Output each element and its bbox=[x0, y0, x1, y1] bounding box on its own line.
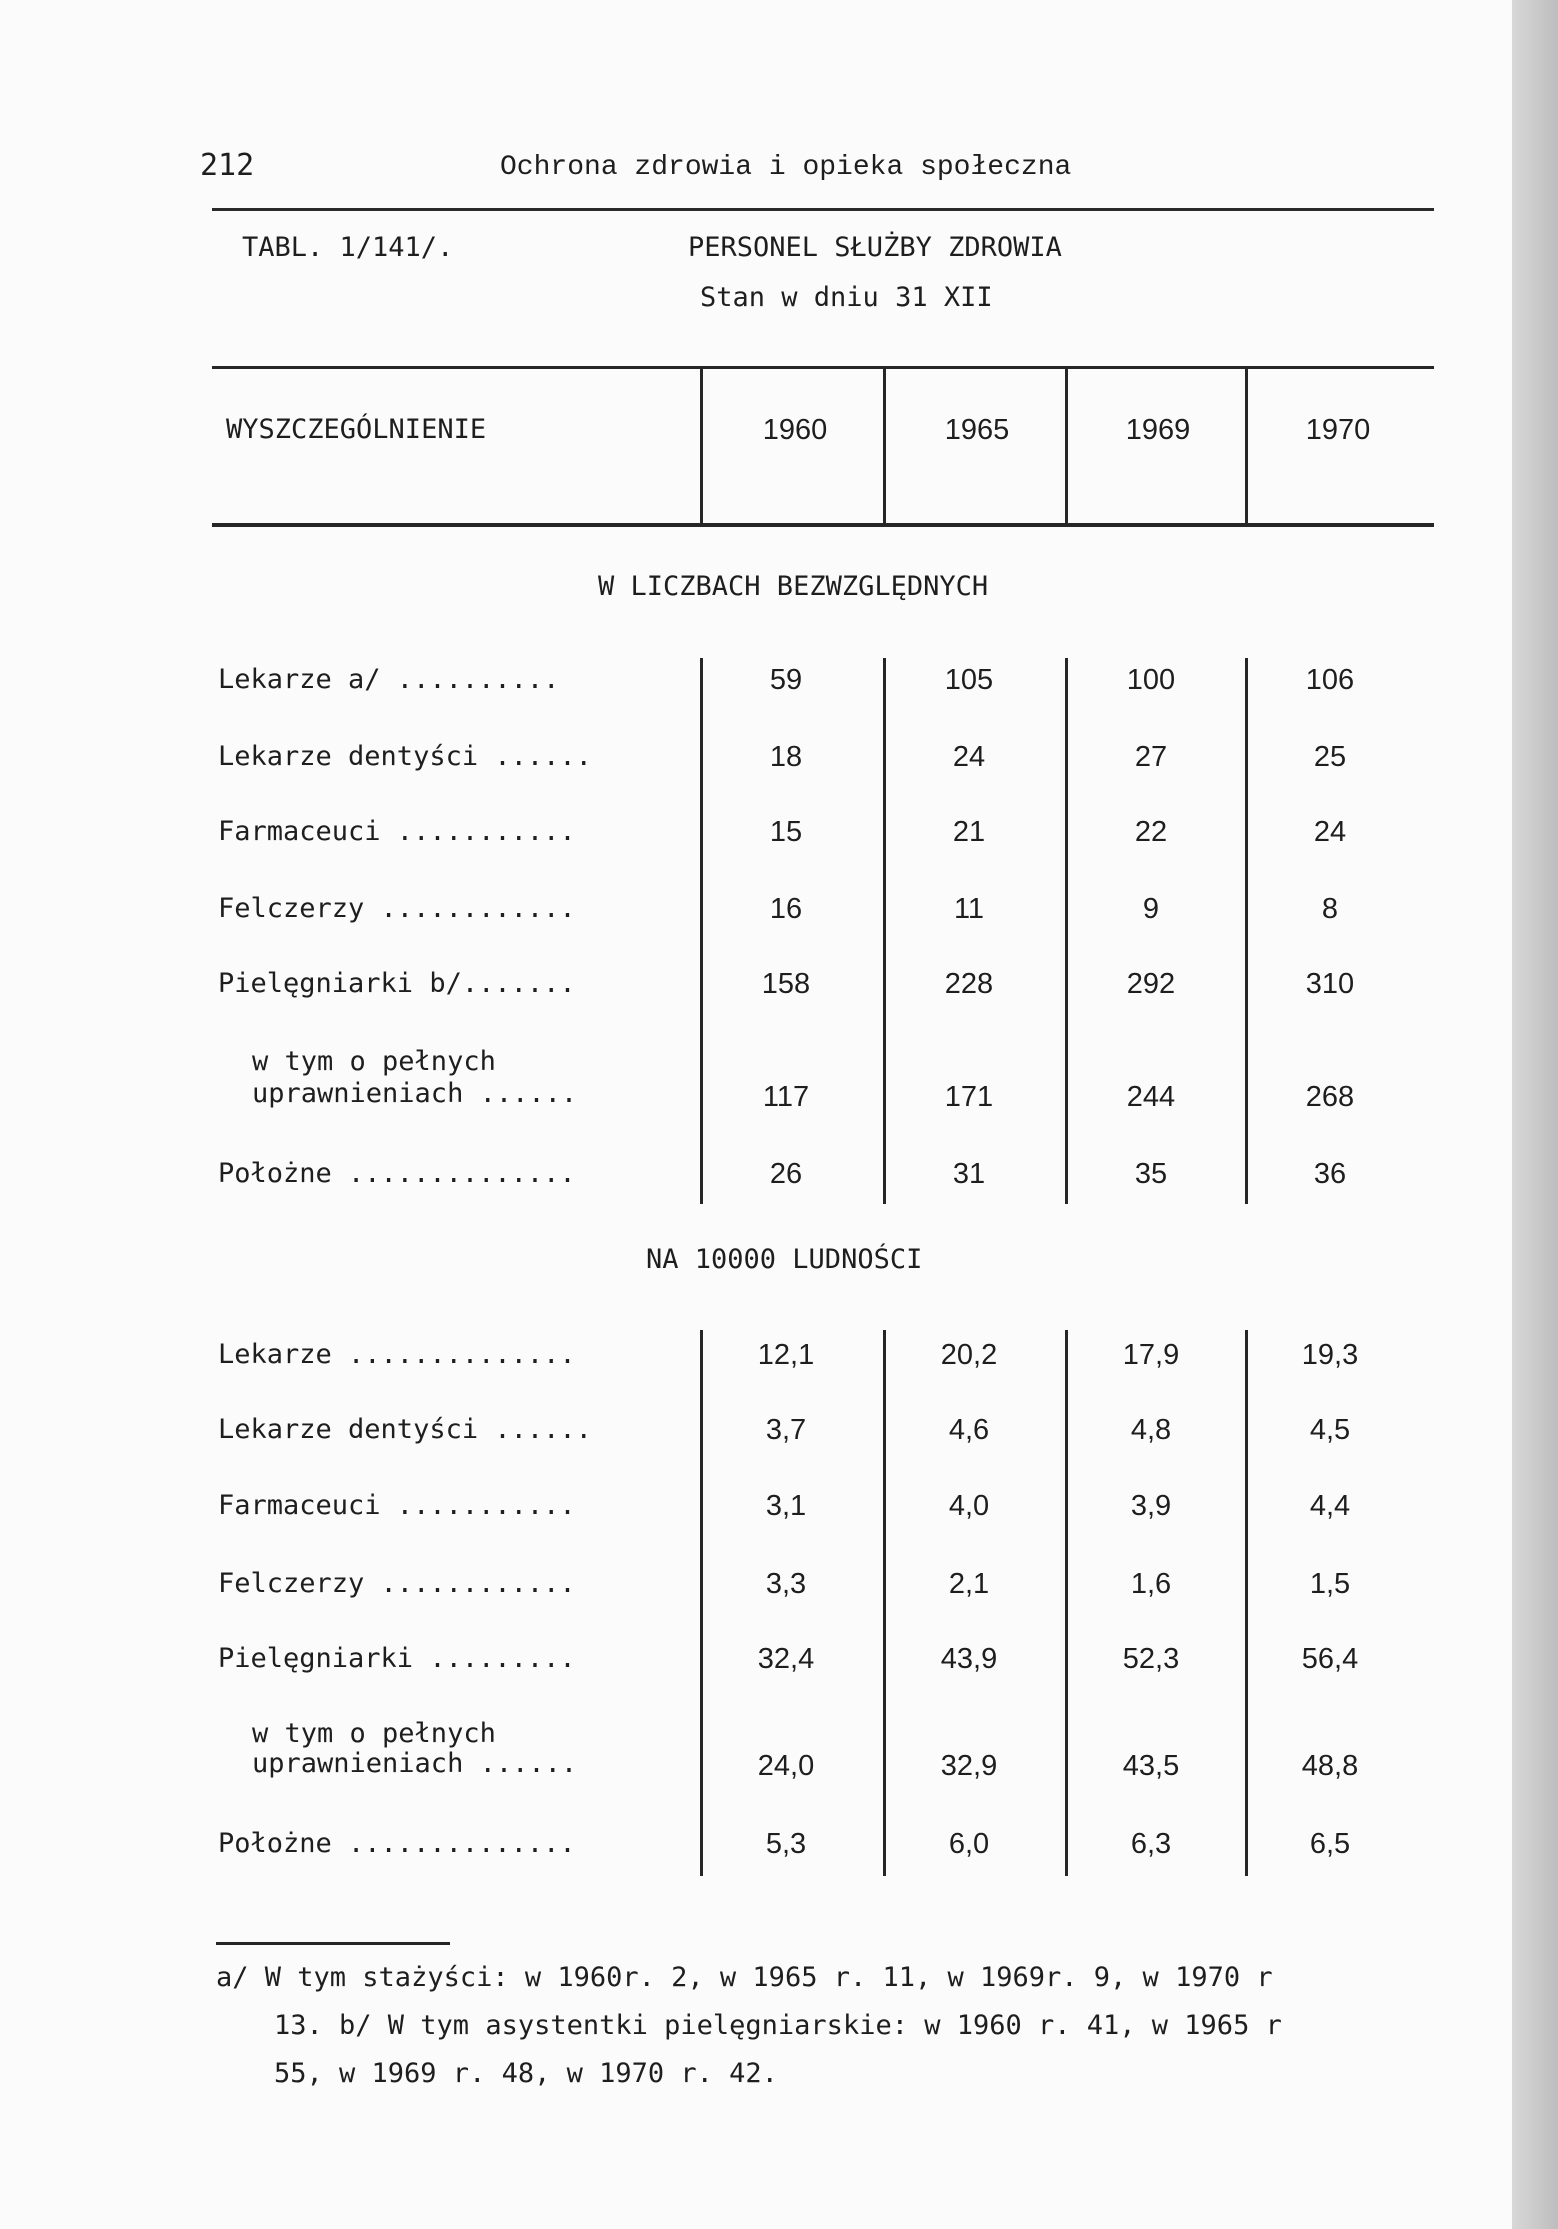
row-label: Pielęgniarki ......... bbox=[218, 1643, 576, 1674]
page-number: 212 bbox=[200, 148, 255, 183]
table-cell: 117 bbox=[762, 1081, 810, 1113]
footnote-rule bbox=[216, 1942, 450, 1945]
table-cell: 3,3 bbox=[765, 1568, 807, 1600]
table-cell: 24 bbox=[952, 741, 986, 773]
row-label: Pielęgniarki b/....... bbox=[218, 968, 576, 999]
year-header: 1969 bbox=[1125, 414, 1191, 446]
row-label-continued: uprawnieniach ...... bbox=[252, 1748, 578, 1779]
header-col-divider bbox=[1065, 366, 1068, 525]
table-cell: 100 bbox=[1126, 664, 1176, 696]
row-label: Farmaceuci ........... bbox=[218, 1490, 576, 1521]
body-col-divider bbox=[1245, 658, 1248, 1204]
row-label: Lekarze dentyści ...... bbox=[218, 741, 592, 772]
body-col-divider bbox=[1245, 1330, 1248, 1876]
table-cell: 310 bbox=[1305, 968, 1355, 1000]
table-subtitle: Stan w dniu 31 XII bbox=[700, 282, 993, 313]
table-cell: 21 bbox=[952, 816, 986, 848]
body-col-divider bbox=[1065, 658, 1068, 1204]
table-cell: 8 bbox=[1321, 893, 1339, 925]
body-col-divider bbox=[883, 1330, 886, 1876]
table-cell: 4,5 bbox=[1309, 1414, 1351, 1446]
table-top-rule bbox=[212, 366, 1434, 369]
row-label: Położne .............. bbox=[218, 1158, 576, 1189]
footnote-line: a/ W tym stażyści: w 1960r. 2, w 1965 r. 11, w 1969r. 9, w 1970 r bbox=[216, 1962, 1273, 1993]
table-cell: 4,6 bbox=[948, 1414, 990, 1446]
table-cell: 268 bbox=[1305, 1081, 1355, 1113]
stub-header: WYSZCZEGÓLNIENIE bbox=[226, 414, 487, 445]
section-title: NA 10000 LUDNOŚCI bbox=[646, 1244, 923, 1275]
header-rule bbox=[212, 208, 1434, 211]
table-cell: 1,5 bbox=[1309, 1568, 1351, 1600]
table-cell: 292 bbox=[1126, 968, 1176, 1000]
table-cell: 27 bbox=[1134, 741, 1168, 773]
table-cell: 56,4 bbox=[1301, 1643, 1359, 1675]
table-cell: 25 bbox=[1313, 741, 1347, 773]
header-col-divider bbox=[883, 366, 886, 525]
row-label: Felczerzy ............ bbox=[218, 893, 576, 924]
table-cell: 12,1 bbox=[757, 1339, 815, 1371]
table-cell: 19,3 bbox=[1301, 1339, 1359, 1371]
table-cell: 4,8 bbox=[1130, 1414, 1172, 1446]
table-cell: 6,3 bbox=[1130, 1828, 1172, 1860]
body-col-divider bbox=[883, 658, 886, 1204]
table-cell: 2,1 bbox=[948, 1568, 990, 1600]
table-cell: 36 bbox=[1313, 1158, 1347, 1190]
table-cell: 24 bbox=[1313, 816, 1347, 848]
table-cell: 158 bbox=[761, 968, 811, 1000]
table-cell: 15 bbox=[769, 816, 803, 848]
table-cell: 6,0 bbox=[948, 1828, 990, 1860]
row-label: Felczerzy ............ bbox=[218, 1568, 576, 1599]
table-cell: 43,9 bbox=[940, 1643, 998, 1675]
row-label: w tym o pełnych bbox=[252, 1046, 496, 1077]
table-cell: 22 bbox=[1134, 816, 1168, 848]
table-cell: 18 bbox=[769, 741, 803, 773]
table-cell: 32,4 bbox=[757, 1643, 815, 1675]
table-cell: 106 bbox=[1305, 664, 1355, 696]
body-col-divider bbox=[1065, 1330, 1068, 1876]
table-cell: 4,0 bbox=[948, 1490, 990, 1522]
table-cell: 31 bbox=[952, 1158, 986, 1190]
table-cell: 1,6 bbox=[1130, 1568, 1172, 1600]
row-label-continued: uprawnieniach ...... bbox=[252, 1078, 578, 1109]
table-cell: 59 bbox=[769, 664, 803, 696]
table-cell: 32,9 bbox=[940, 1750, 998, 1782]
running-title: Ochrona zdrowia i opieka społeczna bbox=[500, 152, 1072, 183]
page-edge-shadow bbox=[1512, 0, 1558, 2229]
table-cell: 48,8 bbox=[1301, 1750, 1359, 1782]
header-col-divider bbox=[700, 366, 703, 525]
table-header-bottom-rule bbox=[212, 523, 1434, 527]
table-cell: 3,1 bbox=[765, 1490, 807, 1522]
table-cell: 5,3 bbox=[765, 1828, 807, 1860]
section-title: W LICZBACH BEZWZGLĘDNYCH bbox=[598, 571, 989, 602]
table-cell: 26 bbox=[769, 1158, 803, 1190]
row-label: Położne .............. bbox=[218, 1828, 576, 1859]
row-label: Lekarze a/ .......... bbox=[218, 664, 560, 695]
table-cell: 9 bbox=[1142, 893, 1160, 925]
table-cell: 35 bbox=[1134, 1158, 1168, 1190]
table-cell: 6,5 bbox=[1309, 1828, 1351, 1860]
year-header: 1965 bbox=[944, 414, 1010, 446]
row-label: Lekarze .............. bbox=[218, 1339, 576, 1370]
table-cell: 24,0 bbox=[757, 1750, 815, 1782]
table-cell: 171 bbox=[944, 1081, 994, 1113]
table-cell: 20,2 bbox=[940, 1339, 998, 1371]
table-cell: 3,9 bbox=[1130, 1490, 1172, 1522]
body-col-divider bbox=[700, 658, 703, 1204]
year-header: 1960 bbox=[762, 414, 828, 446]
footnote-line: 13. b/ W tym asystentki pielęgniarskie: w 1960 r. 41, w 1965 r bbox=[274, 2010, 1282, 2041]
table-cell: 228 bbox=[944, 968, 994, 1000]
table-title: PERSONEL SŁUŻBY ZDROWIA bbox=[688, 232, 1062, 263]
table-cell: 17,9 bbox=[1122, 1339, 1180, 1371]
table-cell: 4,4 bbox=[1309, 1490, 1351, 1522]
row-label: Lekarze dentyści ...... bbox=[218, 1414, 592, 1445]
table-cell: 11 bbox=[953, 893, 985, 925]
table-label: TABL. 1/141/. bbox=[242, 232, 454, 263]
table-cell: 52,3 bbox=[1122, 1643, 1180, 1675]
row-label: w tym o pełnych bbox=[252, 1718, 496, 1749]
body-col-divider bbox=[700, 1330, 703, 1876]
table-cell: 105 bbox=[944, 664, 994, 696]
row-label: Farmaceuci ........... bbox=[218, 816, 576, 847]
table-cell: 3,7 bbox=[765, 1414, 807, 1446]
header-col-divider bbox=[1245, 366, 1248, 525]
table-cell: 43,5 bbox=[1122, 1750, 1180, 1782]
table-cell: 244 bbox=[1126, 1081, 1176, 1113]
table-cell: 16 bbox=[769, 893, 803, 925]
year-header: 1970 bbox=[1305, 414, 1371, 446]
footnote-line: 55, w 1969 r. 48, w 1970 r. 42. bbox=[274, 2058, 778, 2089]
